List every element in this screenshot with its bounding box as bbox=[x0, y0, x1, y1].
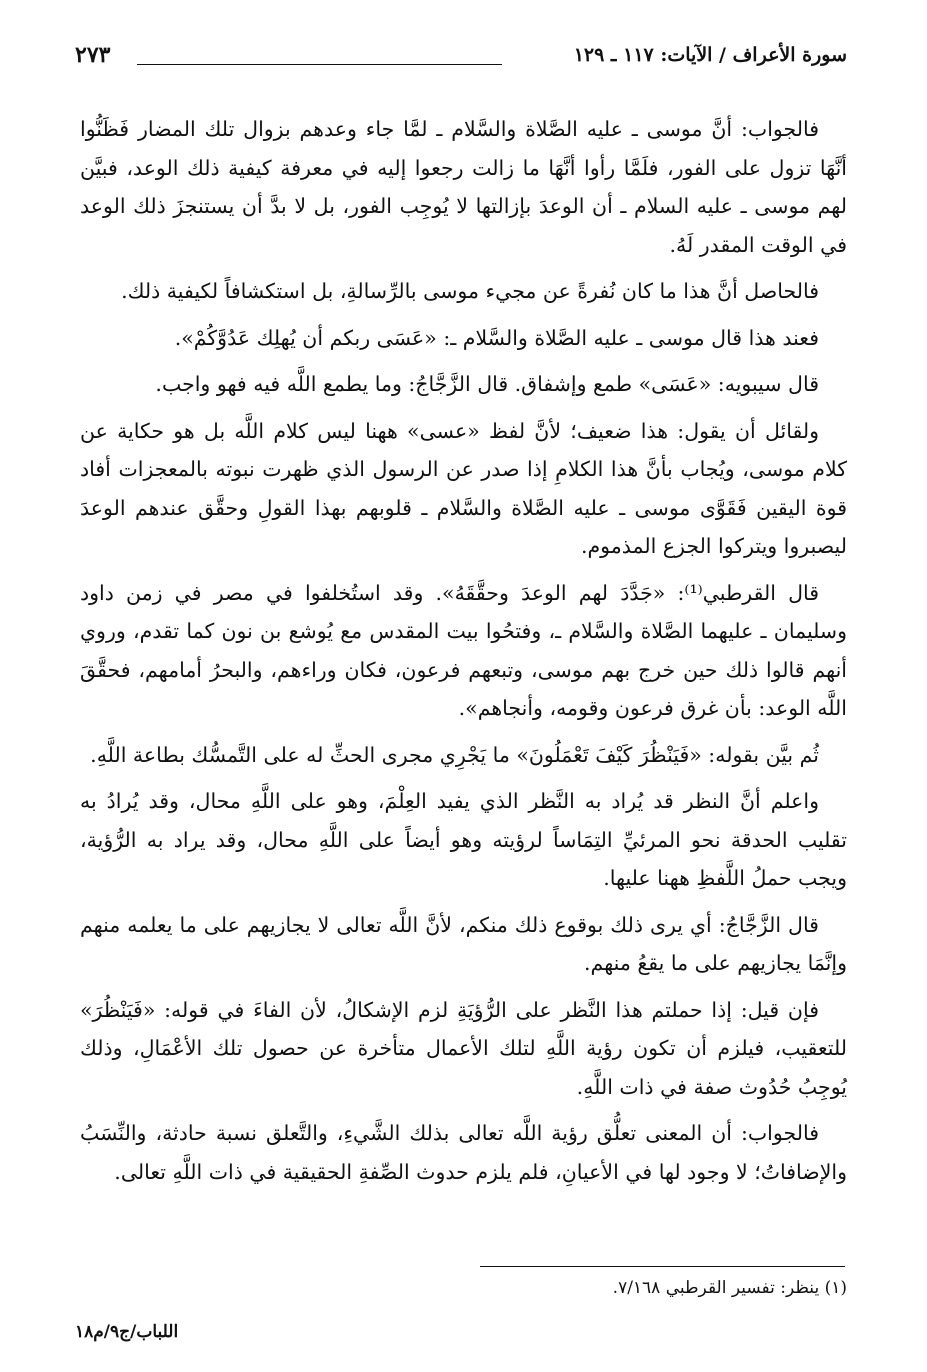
paragraph: قال سيبويه: «عَسَى» طمع وإشفاق. قال الزَّجَّاجُ: وما يطمع اللَّه فيه فهو واجب. bbox=[155, 372, 819, 396]
footnote: (١) ينظر: تفسير القرطبي ٧/١٦٨. bbox=[612, 1278, 847, 1298]
header-rule bbox=[137, 64, 502, 65]
paragraph: فالحاصل أنَّ هذا ما كان نُفرةً عن مجيء موسى بالرِّسالةِ، بل استكشافاً لكيفية ذلك. bbox=[121, 279, 819, 303]
paragraph: قال القرطبي⁽¹⁾: «جَدَّدَ لهم الوعدَ وحقَّقَهُ». وقد استُخلفوا في مصر في زمن داود وسليمان ـ عليهما الصَّلاة والسَّلام ـ، وفتحُوا بيت المقدس مع يُوشع بن نون كما تقدم، وروي أنهم قالوا ذلك حين خرج بهم موسى، وتبعهم فرعون، فكان وراءهم، والبحرُ أمامهم، فحقَّقَ اللَّه الوعد: بأن غرق فرعون وقومه، وأنجاهم». bbox=[80, 580, 847, 720]
page-header bbox=[75, 42, 847, 76]
paragraph: ولقائل أن يقول: هذا ضعيف؛ لأنَّ لفظ «عسى» ههنا ليس كلام اللَّه بل هو حكاية عن كلام موسى، ويُجاب بأنَّ هذا الكلامِ إذا صدر عن الرسول الذي ظهرت نبوته بالمعجزات أفاد قوة اليقين فَقَوَّى موسى ـ عليه الصَّلاة والسَّلام ـ قلوبهم بهذا القولِ وحقَّق عندهم الوعدَ ليصبروا ويتركوا الجزع المذموم. bbox=[80, 418, 847, 558]
page-body bbox=[80, 110, 847, 1199]
footnote-rule bbox=[480, 1266, 845, 1267]
paragraph: فعند هذا قال موسى ـ عليه الصَّلاة والسَّلام ـ: «عَسَى ربكم أن يُهلِك عَدُوَّكُمْ». bbox=[174, 325, 819, 350]
paragraph: فإن قيل: إذا حملتم هذا النَّظر على الرُّؤيَةِ لزم الإشكالُ، لأن الفاءَ في قوله: «فَيَنْظُرَ» للتعقيب، فيلزم أن تكون رؤية اللَّهِ لتلك الأعمال متأخرة عن حصول تلك الأعْمَالِ، وذلك يُوجِبُ حُدُوث صفة في ذات اللَّهِ. bbox=[80, 997, 847, 1099]
paragraph: فالجواب: أن المعنى تعلُّق رؤية اللَّه تعالى بذلك الشَّيءِ، والتَّعلق نسبة حادثة، والنِّسَبُ والإضافاتُ؛ لا وجود لها في الأعيانِ، فلم يلزم حدوث الصِّفةِ الحقيقية في ذات اللَّهِ تعالى. bbox=[80, 1121, 847, 1184]
paragraph: ثُم بيَّن بقوله: «فَيَنْظُرَ كَيْفَ تَعْمَلُونَ» ما يَجْرِي مجرى الحثِّ له على التَّمسُّك بطاعة اللَّهِ. bbox=[90, 742, 819, 767]
paragraph: واعلم أنَّ النظر قد يُراد به النَّظر الذي يفيد العِلْمَ، وهو على اللَّهِ محال، وقد يُرادُ به تقليب الحدقة نحو المرئيِّ التِمَاساً لرؤيته وهو أيضاً على اللَّهِ محال، وقد يراد به الرُّؤية، ويجب حملُ اللَّفظِ ههنا عليها. bbox=[80, 789, 847, 890]
page-number: ٢٧٣ bbox=[75, 42, 111, 68]
paragraph: قال الزَّجَّاجُ: أي يرى ذلك بوقوع ذلك منكم، لأنَّ اللَّه تعالى لا يجازيهم على ما يعلمه منهم وإنَّمَا يجازيهم على ما يقعُ منهم. bbox=[80, 912, 847, 975]
paragraph: فالجواب: أنَّ موسى ـ عليه الصَّلاة والسَّلام ـ لمَّا جاء وعدهم بزوال تلك المضار فَظَنُّوا أنَّهَا تزول على الفور، فلَمَّا رأوا أنَّهَا ما زالت رجعوا إليه في معرفة كيفية ذلك الوعد، فبيَّن لهم موسى ـ عليه السلام ـ أن الوعدَ بإزالتها لا يُوجِب الفور، بل لا بدَّ أن يستنجزَ ذلك الوعد في الوقت المقدر لَهُ. bbox=[80, 117, 847, 257]
surah-title: سورة الأعراف / الآيات: ١١٧ ـ ١٢٩ bbox=[573, 44, 847, 66]
volume-signature: اللباب/ج٩/م١٨ bbox=[75, 1322, 179, 1342]
